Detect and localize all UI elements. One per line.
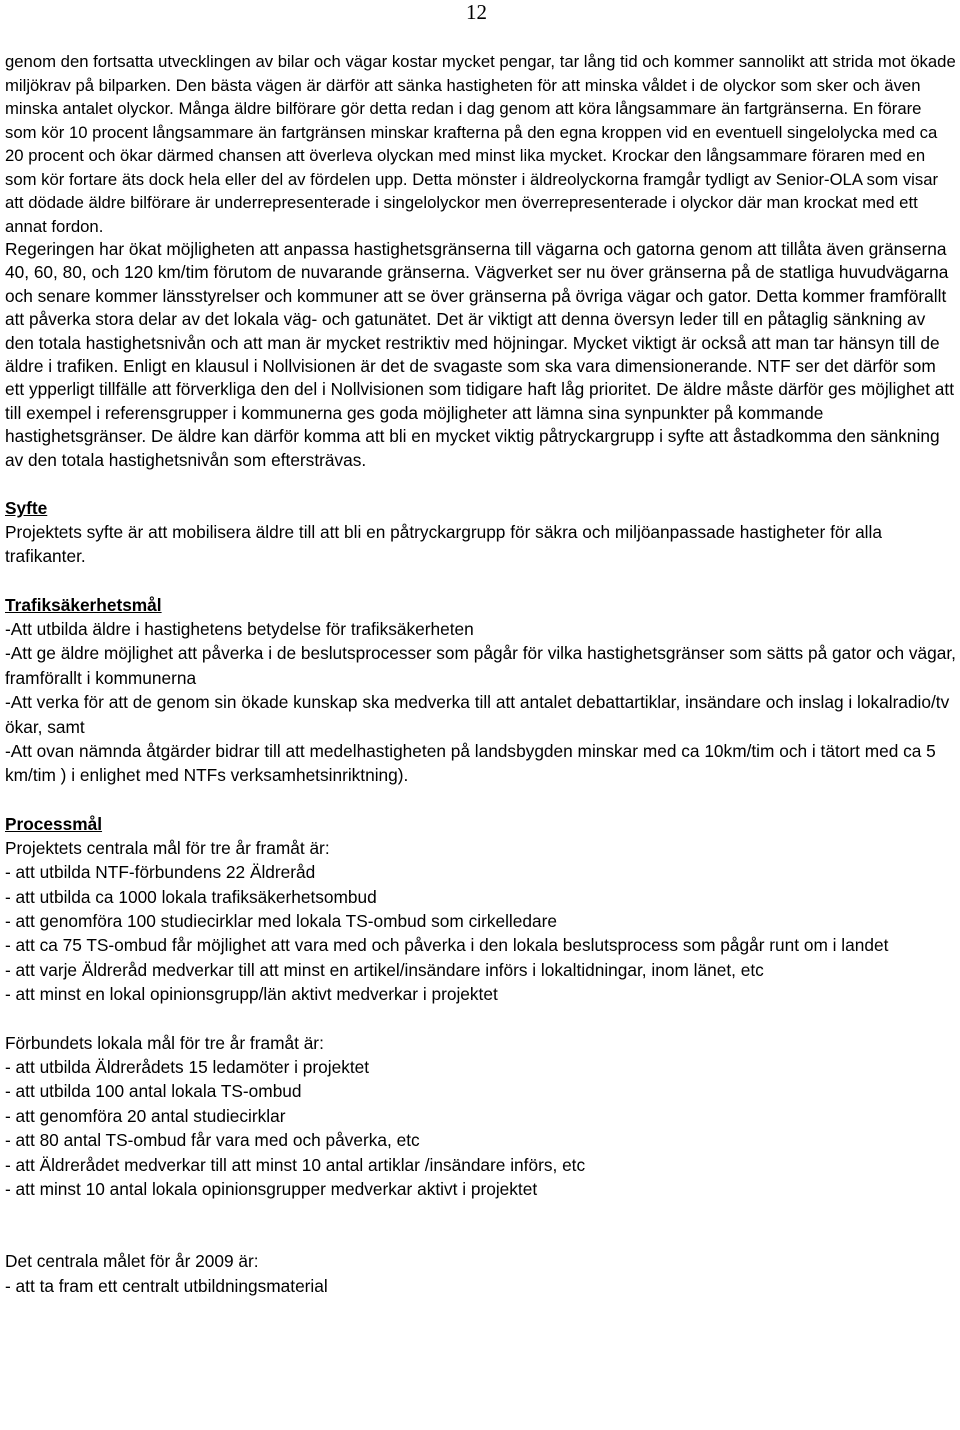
spacer xyxy=(5,569,957,593)
list-item: - att utbilda NTF-förbundens 22 Äldreråd xyxy=(5,862,316,883)
syfte-section xyxy=(5,496,957,569)
spacer xyxy=(5,788,957,812)
list-item: - att ca 75 TS-ombud får möjlighet att vara med och påverka i den lokala beslutsprocess som pågår runt om i landet xyxy=(5,935,889,956)
list-item: - att minst 10 antal lokala opinionsgrupper medverkar aktivt i projektet xyxy=(5,1179,538,1199)
list-item: - att varje Äldreråd medverkar till att minst en artikel/insändare införs i lokaltidningar, inom länet, etc xyxy=(5,959,764,980)
list-item: -Att ge äldre möjlighet att påverka i de beslutsprocesser som pågår för vilka hastighetsgränser som sätts på gator och vägar, framförallt i kommunerna xyxy=(5,643,956,688)
process-heading: Processmål xyxy=(5,813,103,834)
list-item: -Att utbilda äldre i hastighetens betydelse för trafiksäkerheten xyxy=(5,618,474,639)
list-item: - att utbilda 100 antal lokala TS-ombud xyxy=(5,1081,302,1102)
syfte-text: Projektets syfte är att mobilisera äldre till att bli en påtryckargrupp för säkra och miljöanpassade hastigheter för alla trafikanter. xyxy=(5,522,882,567)
syfte-heading: Syfte xyxy=(5,498,48,519)
year-intro: Det centrala målet för år 2009 är: xyxy=(5,1251,259,1272)
spacer xyxy=(5,1201,957,1249)
list-item: - att Äldrerådet medverkar till att minst 10 antal artiklar /insändare införs, etc xyxy=(5,1154,586,1175)
document-body xyxy=(5,50,957,1298)
list-item: - att utbilda Äldrerådets 15 ledamöter i projektet xyxy=(5,1056,370,1077)
regeringen-paragraph: Regeringen har ökat möjligheten att anpassa hastighetsgränserna till vägarna och gatorna genom att tillåta även gränserna 40, 60, 80, och 120 km/tim förutom de nuvarande gränserna. Vägverket ser nu över gränserna på de statliga huvudvägarna och senare kommer länsstyrelser och kommuner att se över gränserna på övriga vägar och gator. Detta kommer framförallt att påverka stora delar av det lokala väg- och gatunätet. Det är viktigt att denna översyn leder till en påtaglig sänkning av den totala hastighetsnivån och att man är mycket restriktiv med höjningar. Mycket viktigt är också att man tar hänsyn till de äldre i trafiken. Enligt en klausul i Nollvisionen är det de svagaste som ska vara dimensionerande. NTF ser det därför som ett ypperligt tillfälle att förverkliga den del i Nollvisionen som tidigare haft låg prioritet. De äldre måste därför ges möjlighet att till exempel i referensgrupper i kommunerna ges goda möjligheter att lämna sina synpunkter på kommande hastighetsgränser. De äldre kan därför komma att bli en mycket viktig påtryckargrupp i syfte att åstadkomma den sänkning av den totala hastighetsnivån som eftersträvas. xyxy=(5,239,955,470)
list-item: - att minst en lokal opinionsgrupp/län aktivt medverkar i projektet xyxy=(5,984,498,1005)
spacer xyxy=(5,1007,957,1031)
list-item: - att 80 antal TS-ombud får vara med och påverka, etc xyxy=(5,1130,420,1151)
list-item: - att utbilda ca 1000 lokala trafiksäkerhetsombud xyxy=(5,886,377,907)
intro-paragraph: genom den fortsatta utvecklingen av bilar och vägar kostar mycket pengar, tar lång tid och kommer sannolikt att strida mot ökade miljökrav på bilparken. Den bästa vägen är därför att sänka hastigheten för att minska våldet i de olyckor som sker och även minska antalet olyckor. Många äldre bilförare gör detta redan i dag genom att köra långsammare än fartgränserna. En förare som kör 10 procent långsammare än fartgränsen minskar krafterna på den egna kroppen vid en eventuell singelolycka med ca 20 procent och ökar därmed chansen att överleva olyckan med minst lika mycket. Krockar den långsammare föraren med en som kör fortare äts dock hela eller del av fördelen upp. Detta mönster i äldreolyckorna framgår tydligt av Senior-OLA som visar att dödade äldre bilförare är underrepresenterade i singelolyckor men överrepresenterade i olyckor där man krockat med ett annat fordon. xyxy=(5,52,956,236)
list-item: - att ta fram ett centralt utbildningsmaterial xyxy=(5,1275,328,1296)
local-intro: Förbundets lokala mål för tre år framåt är: xyxy=(5,1032,324,1053)
trafik-heading: Trafiksäkerhetsmål xyxy=(5,594,162,615)
trafiksakerhetsmal-section xyxy=(5,593,957,788)
spacer xyxy=(5,472,957,496)
processmal-section xyxy=(5,812,957,1299)
list-item: -Att ovan nämnda åtgärder bidrar till att medelhastigheten på landsbygden minskar med ca 10km/tim och i tätort med ca 5 km/tim ) i enlighet med NTFs verksamhetsinriktning). xyxy=(5,740,936,786)
central-intro: Projektets centrala mål för tre år framåt är: xyxy=(5,837,330,858)
page-number: 12 xyxy=(466,0,487,24)
list-item: - att genomföra 20 antal studiecirklar xyxy=(5,1105,286,1126)
list-item: -Att verka för att de genom sin ökade kunskap ska medverka till att antalet debattartiklar, insändare och inslag i lokalradio/tv ökar, samt xyxy=(5,692,950,737)
list-item: - att genomföra 100 studiecirklar med lokala TS-ombud som cirkelledare xyxy=(5,910,557,931)
